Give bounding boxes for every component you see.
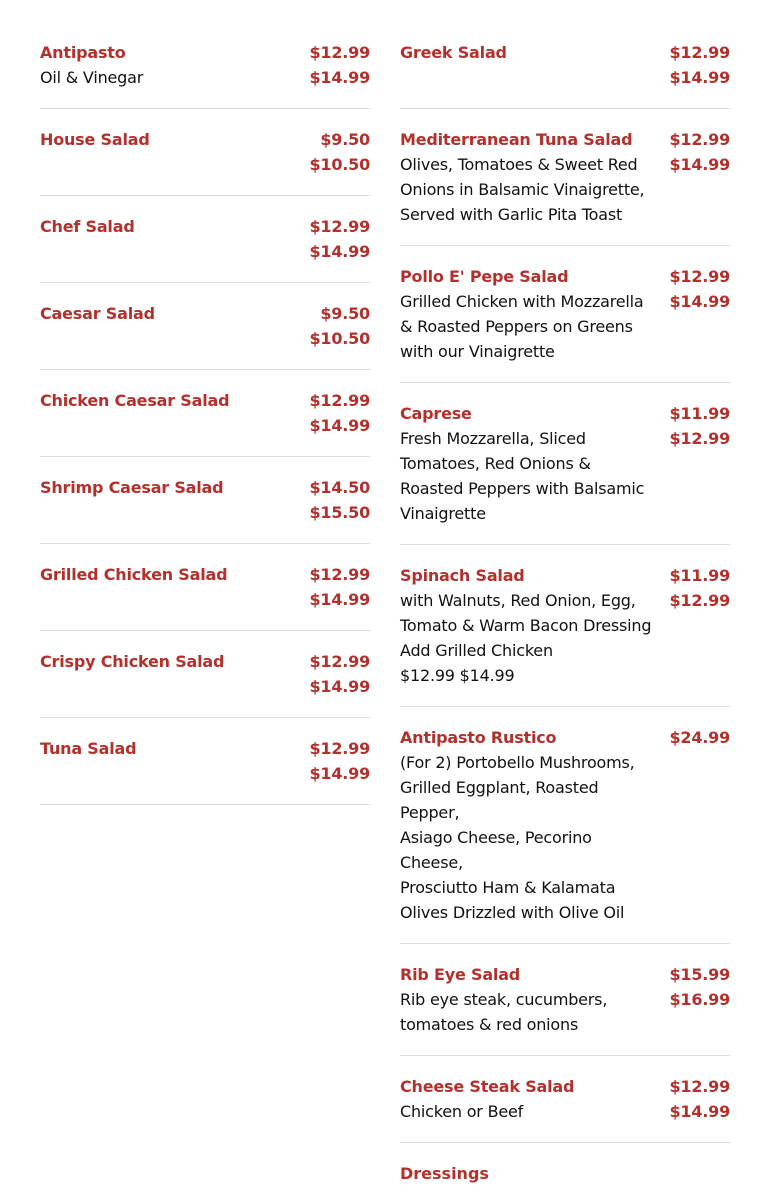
menu-item-price: $15.99: [669, 965, 730, 984]
menu-item-prices: [669, 264, 730, 364]
menu-item-description-line: Onions in Balsamic Vinaigrette,: [400, 180, 645, 199]
menu-item-price: $12.99: [669, 267, 730, 286]
menu-item-price: $9.50: [320, 130, 370, 149]
menu-item-name: Grilled Chicken Salad: [40, 565, 228, 584]
menu-item-description-line: Fresh Mozzarella, Sliced: [400, 429, 586, 448]
menu-item-info: [40, 475, 309, 525]
menu-item-price: $12.99: [309, 565, 370, 584]
menu-item-description-line: tomatoes & red onions: [400, 1015, 579, 1034]
menu-item-description-line: Roasted Peppers with Balsamic: [400, 479, 645, 498]
menu-item-price: $14.99: [669, 68, 730, 87]
menu-item-name: Shrimp Caesar Salad: [40, 478, 224, 497]
menu-item-prices: [669, 127, 730, 227]
menu-item-info: [40, 562, 309, 612]
menu-item: [40, 40, 370, 109]
menu-item-price: $12.99: [669, 43, 730, 62]
menu-item-prices: [669, 40, 730, 90]
menu-item-description-line: Served with Garlic Pita Toast: [400, 205, 623, 224]
menu-item-price: $9.50: [320, 304, 370, 323]
menu-item-info: [400, 401, 669, 526]
menu-item-name: Greek Salad: [400, 43, 507, 62]
menu-item-price: $14.99: [309, 677, 370, 696]
menu-item-price: $12.99: [309, 391, 370, 410]
menu-item-info: [400, 264, 669, 364]
right-menu-column: [400, 40, 730, 1186]
menu-item-description-line: Grilled Eggplant, Roasted: [400, 778, 599, 797]
menu-item-prices: [309, 301, 370, 351]
menu-item-price: $11.99: [669, 404, 730, 423]
menu-item-info: [400, 725, 669, 925]
menu-item-price: $16.99: [669, 990, 730, 1009]
menu-item-price: $12.99: [309, 217, 370, 236]
menu-item-price: $14.99: [669, 155, 730, 174]
menu-item-prices: [669, 962, 730, 1037]
menu-item-price: $12.99: [669, 1077, 730, 1096]
menu-item-info: [400, 962, 669, 1037]
menu-item-description-line: Rib eye steak, cucumbers,: [400, 990, 608, 1009]
menu-item-description-line: $12.99 $14.99: [400, 666, 515, 685]
menu-item-price: $11.99: [669, 566, 730, 585]
menu-item-price: $12.99: [669, 130, 730, 149]
menu-item-price: $14.99: [309, 590, 370, 609]
menu-item-price: $12.99: [669, 429, 730, 448]
menu-item-price: $24.99: [669, 728, 730, 747]
menu-item-prices: [669, 725, 730, 925]
menu-item-description-line: Olives, Tomatoes & Sweet Red: [400, 155, 638, 174]
menu-item-info: [400, 1074, 669, 1124]
menu-item-description-line: Add Grilled Chicken: [400, 641, 553, 660]
menu-item-name: Rib Eye Salad: [400, 965, 521, 984]
menu-item-price: $14.99: [309, 416, 370, 435]
menu-item-info: [40, 301, 309, 351]
menu-item-prices: [309, 562, 370, 612]
menu-item-info: [40, 214, 309, 264]
menu-item-prices: [309, 736, 370, 786]
menu-item-prices: [669, 563, 730, 688]
menu-item-description-line: Pepper,: [400, 803, 460, 822]
menu-item: [40, 301, 370, 370]
menu-item-description-line: with Walnuts, Red Onion, Egg,: [400, 591, 636, 610]
menu-item-description-line: Vinaigrette: [400, 504, 486, 523]
left-menu-column: [40, 40, 370, 823]
menu-item-prices: [309, 388, 370, 438]
menu-item: [40, 562, 370, 631]
menu-item-name: Antipasto Rustico: [400, 728, 557, 747]
menu-item-info: [400, 563, 669, 688]
menu-item-price: $14.99: [309, 68, 370, 87]
menu-item-description-line: Chicken or Beef: [400, 1102, 524, 1121]
menu-item: [40, 388, 370, 457]
menu-item-description-line: (For 2) Portobello Mushrooms,: [400, 753, 635, 772]
menu-item-info: [40, 388, 309, 438]
menu-item: [400, 401, 730, 545]
menu-item: [400, 40, 730, 109]
menu-item-description-line: Grilled Chicken with Mozzarella: [400, 292, 644, 311]
menu-item-price: $10.50: [309, 329, 370, 348]
menu-item-name: Chef Salad: [40, 217, 135, 236]
menu-item: [40, 214, 370, 283]
menu-item-name: Mediterranean Tuna Salad: [400, 130, 633, 149]
menu-item-description-line: Oil & Vinegar: [40, 68, 144, 87]
menu-item-name: Tuna Salad: [40, 739, 137, 758]
menu-item-description-line: with our Vinaigrette: [400, 342, 555, 361]
menu-item-prices: [309, 475, 370, 525]
menu-item-name: Chicken Caesar Salad: [40, 391, 230, 410]
menu-item-price: $14.99: [669, 1102, 730, 1121]
menu-item-description-line: Tomatoes, Red Onions &: [400, 454, 591, 473]
menu-item-price: $12.99: [309, 43, 370, 62]
menu-item-prices: [309, 214, 370, 264]
menu-item-prices: [309, 127, 370, 177]
menu-item-prices: [669, 1074, 730, 1124]
menu-item-info: [40, 649, 309, 699]
menu-item-price: $15.50: [309, 503, 370, 522]
menu-item-name: House Salad: [40, 130, 150, 149]
menu-item-name: Antipasto: [40, 43, 126, 62]
menu-item-name: Crispy Chicken Salad: [40, 652, 225, 671]
menu-item-price: $14.99: [309, 242, 370, 261]
menu-item-info: [40, 736, 309, 786]
menu-item-price: $10.50: [309, 155, 370, 174]
menu-item-name: Pollo E' Pepe Salad: [400, 267, 569, 286]
menu-item: [400, 1074, 730, 1143]
menu-item: [400, 563, 730, 707]
dressings-heading: Dressings: [400, 1164, 489, 1183]
menu-item-prices: [309, 40, 370, 90]
menu-item: [40, 127, 370, 196]
menu-item: [400, 725, 730, 944]
menu-item: [400, 127, 730, 246]
menu-item-description-line: Prosciutto Ham & Kalamata: [400, 878, 616, 897]
menu-item-description-line: Tomato & Warm Bacon Dressing: [400, 616, 652, 635]
menu-item: [40, 736, 370, 805]
menu-item-info: [40, 40, 309, 90]
menu-item-name: Cheese Steak Salad: [400, 1077, 575, 1096]
menu-item-name: Spinach Salad: [400, 566, 525, 585]
menu-item-info: [400, 127, 669, 227]
menu-item-info: [400, 40, 669, 90]
menu-item-name: Caesar Salad: [40, 304, 155, 323]
menu-item-prices: [669, 401, 730, 526]
menu-item-description-line: Olives Drizzled with Olive Oil: [400, 903, 625, 922]
menu-item-info: [40, 127, 309, 177]
menu-item-description-line: Asiago Cheese, Pecorino Cheese,: [400, 828, 592, 872]
menu-item-price: $12.99: [309, 652, 370, 671]
menu-item: [400, 962, 730, 1056]
menu-item-price: $12.99: [669, 591, 730, 610]
menu-item: [400, 264, 730, 383]
menu-item-price: $14.50: [309, 478, 370, 497]
menu-item-price: $12.99: [309, 739, 370, 758]
menu-item: [40, 475, 370, 544]
menu-item: [40, 649, 370, 718]
menu-item-description-line: & Roasted Peppers on Greens: [400, 317, 633, 336]
menu-item-price: $14.99: [669, 292, 730, 311]
menu-item-price: $14.99: [309, 764, 370, 783]
menu-item-prices: [309, 649, 370, 699]
menu-item-name: Caprese: [400, 404, 472, 423]
